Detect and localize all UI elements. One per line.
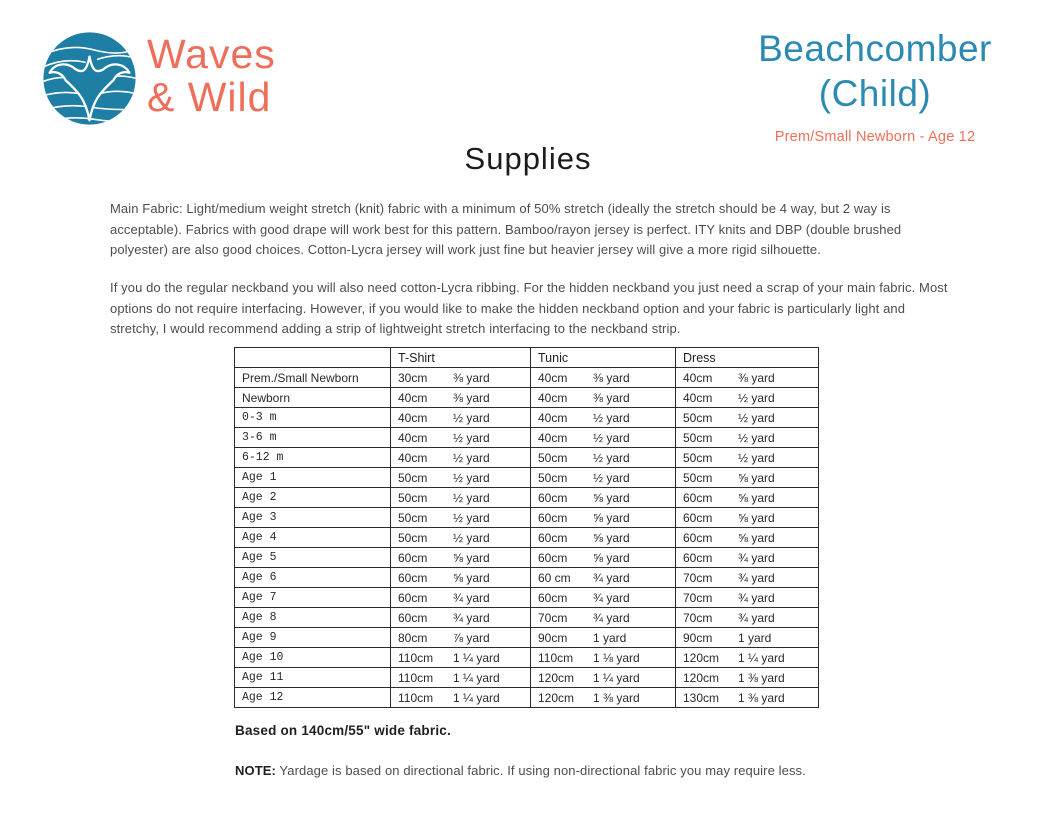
size-label: Age 7 <box>235 588 391 608</box>
tshirt-yardage-cell <box>391 548 531 568</box>
table-row <box>235 688 819 708</box>
tshirt-yardage-cell <box>391 668 531 688</box>
cm-value: 50cm <box>398 490 428 505</box>
yard-value: ½ yard <box>453 450 490 465</box>
brand-name-line2: & Wild <box>147 74 272 120</box>
yard-value: ¾ yard <box>738 590 775 605</box>
yard-value: ⅜ yard <box>593 370 630 385</box>
yard-value: 1 ⅜ yard <box>738 670 785 685</box>
dress-yardage-cell <box>676 568 819 588</box>
table-row <box>235 428 819 448</box>
yard-value: 1 ⅜ yard <box>738 690 785 705</box>
cm-value: 60cm <box>538 530 568 545</box>
yard-value: ⅝ yard <box>593 490 630 505</box>
cm-value: 30cm <box>398 370 428 385</box>
yard-value: 1 ⅛ yard <box>593 650 640 665</box>
cm-value: 70cm <box>683 610 713 625</box>
dress-yardage-cell <box>676 428 819 448</box>
cm-value: 60cm <box>398 550 428 565</box>
cm-value: 60cm <box>538 550 568 565</box>
neckband-paragraph: If you do the regular neckband you will also need cotton-Lycra ribbing. For the hidden neckband you just need a scrap of your main fabric. Most options do not require interfacing. However, if you would like to make the hidden neckband option and your fabric is particularly light and stretchy, I would recommend adding a strip of lightweight stretch interfacing to the neckband strip. <box>110 280 948 336</box>
tshirt-yardage-cell <box>391 508 531 528</box>
yard-value: ½ yard <box>453 410 490 425</box>
pattern-title-line2: (Child) <box>818 73 932 114</box>
size-label: Age 12 <box>235 688 391 708</box>
cm-value: 70cm <box>538 610 568 625</box>
yard-value: ⅜ yard <box>453 370 490 385</box>
yard-value: ½ yard <box>453 430 490 445</box>
yard-value: ½ yard <box>593 410 630 425</box>
yard-value: ⅝ yard <box>738 510 775 525</box>
fabric-width-note: Based on 140cm/55" wide fabric. <box>235 723 451 738</box>
yard-value: ⅝ yard <box>453 550 490 565</box>
main-fabric-paragraph: Main Fabric: Light/medium weight stretch (knit) fabric with a minimum of 50% stretch (ideally the stretch should be 4 way, but 2 way is acceptable). Fabrics with good drape will work best for this pattern. Bamboo/rayon jersey is perfect. ITY knits and DBP (double brushed polyester) are also good choices. Cotton-Lycra jersey will work just fine but heavier jersey will give a more rigid silhouette. <box>110 201 902 257</box>
table-row <box>235 628 819 648</box>
size-label: Prem./Small Newborn <box>235 368 391 388</box>
cm-value: 50cm <box>683 410 713 425</box>
cm-value: 60 cm <box>538 570 571 585</box>
yard-value: ⅝ yard <box>738 490 775 505</box>
yard-value: ¾ yard <box>593 610 630 625</box>
yardage-table <box>234 347 819 708</box>
tunic-yardage-cell <box>531 448 676 468</box>
yard-value: ⅜ yard <box>453 390 490 405</box>
cm-value: 40cm <box>538 430 568 445</box>
yard-value: ⅜ yard <box>593 390 630 405</box>
cm-value: 40cm <box>398 410 428 425</box>
size-label: Age 4 <box>235 528 391 548</box>
tunic-yardage-cell <box>531 648 676 668</box>
cm-value: 50cm <box>683 470 713 485</box>
tshirt-yardage-cell <box>391 488 531 508</box>
brand-name-line1: Waves <box>147 31 276 77</box>
dress-yardage-cell <box>676 368 819 388</box>
dress-yardage-cell <box>676 488 819 508</box>
cm-value: 60cm <box>398 590 428 605</box>
yard-value: ¾ yard <box>453 590 490 605</box>
yard-value: ½ yard <box>738 410 775 425</box>
yard-value: ½ yard <box>738 450 775 465</box>
cm-value: 110cm <box>398 690 434 705</box>
cm-value: 80cm <box>398 630 428 645</box>
yard-value: ½ yard <box>738 430 775 445</box>
dress-yardage-cell <box>676 388 819 408</box>
cm-value: 40cm <box>683 370 713 385</box>
table-row <box>235 608 819 628</box>
yard-value: ½ yard <box>593 470 630 485</box>
yard-value: ¾ yard <box>738 610 775 625</box>
dress-yardage-cell <box>676 608 819 628</box>
tshirt-yardage-cell <box>391 368 531 388</box>
cm-value: 60cm <box>538 490 568 505</box>
cm-value: 60cm <box>538 510 568 525</box>
cm-value: 110cm <box>538 650 574 665</box>
yard-value: ½ yard <box>593 450 630 465</box>
yard-value: ¾ yard <box>738 550 775 565</box>
cm-value: 120cm <box>538 670 575 685</box>
dress-column-header: Dress <box>676 348 819 368</box>
tshirt-yardage-cell <box>391 468 531 488</box>
dress-yardage-cell <box>676 628 819 648</box>
cm-value: 90cm <box>683 630 713 645</box>
dress-yardage-cell <box>676 548 819 568</box>
yard-value: ½ yard <box>453 490 490 505</box>
tunic-yardage-cell <box>531 368 676 388</box>
cm-value: 50cm <box>398 530 428 545</box>
cm-value: 50cm <box>398 510 428 525</box>
yard-value: 1 yard <box>593 630 627 645</box>
note-text: Yardage is based on directional fabric. If using non-directional fabric you may require less. <box>275 763 806 778</box>
tshirt-yardage-cell <box>391 528 531 548</box>
size-label: Age 2 <box>235 488 391 508</box>
yard-value: 1 ¼ yard <box>453 670 500 685</box>
table-row <box>235 388 819 408</box>
dress-yardage-cell <box>676 668 819 688</box>
table-row <box>235 568 819 588</box>
cm-value: 110cm <box>398 670 434 685</box>
waves-and-wild-whale-tail-logo-icon <box>42 31 137 126</box>
yard-value: ¾ yard <box>738 570 775 585</box>
yard-value: ⅝ yard <box>593 510 630 525</box>
cm-value: 60cm <box>683 530 713 545</box>
cm-value: 40cm <box>538 370 568 385</box>
brand-name <box>147 33 276 119</box>
cm-value: 60cm <box>683 550 713 565</box>
yard-value: ½ yard <box>453 470 490 485</box>
page-heading: Supplies <box>464 141 592 176</box>
size-label: 6-12 m <box>235 448 391 468</box>
table-row <box>235 548 819 568</box>
cm-value: 60cm <box>683 510 713 525</box>
yard-value: ⅝ yard <box>593 530 630 545</box>
yard-value: ⅜ yard <box>738 370 775 385</box>
tshirt-yardage-cell <box>391 588 531 608</box>
tunic-yardage-cell <box>531 488 676 508</box>
cm-value: 40cm <box>398 430 428 445</box>
size-label: Age 3 <box>235 508 391 528</box>
yard-value: 1 ¼ yard <box>593 670 640 685</box>
size-label: Age 1 <box>235 468 391 488</box>
tunic-yardage-cell <box>531 548 676 568</box>
cm-value: 50cm <box>398 470 428 485</box>
table-row <box>235 468 819 488</box>
tshirt-yardage-cell <box>391 688 531 708</box>
tshirt-yardage-cell <box>391 568 531 588</box>
cm-value: 110cm <box>398 650 434 665</box>
yard-value: 1 ⅜ yard <box>593 690 640 705</box>
yard-value: ½ yard <box>453 510 490 525</box>
size-label: Newborn <box>235 388 391 408</box>
tunic-yardage-cell <box>531 528 676 548</box>
yard-value: ¾ yard <box>593 570 630 585</box>
tshirt-yardage-cell <box>391 628 531 648</box>
tunic-yardage-cell <box>531 508 676 528</box>
yard-value: ⅝ yard <box>593 550 630 565</box>
dress-yardage-cell <box>676 648 819 668</box>
directional-fabric-note <box>235 763 806 778</box>
yard-value: ½ yard <box>453 530 490 545</box>
size-label: Age 11 <box>235 668 391 688</box>
table-row <box>235 448 819 468</box>
table-row <box>235 528 819 548</box>
yard-value: 1 yard <box>738 630 772 645</box>
note-label: NOTE: <box>235 763 276 778</box>
table-row <box>235 668 819 688</box>
cm-value: 40cm <box>538 390 568 405</box>
cm-value: 40cm <box>398 390 428 405</box>
cm-value: 60cm <box>398 570 428 585</box>
table-row <box>235 408 819 428</box>
cm-value: 50cm <box>538 450 568 465</box>
table-row <box>235 508 819 528</box>
cm-value: 40cm <box>683 390 713 405</box>
yardage-table-body <box>235 368 819 708</box>
cm-value: 130cm <box>683 690 720 705</box>
table-row <box>235 648 819 668</box>
cm-value: 50cm <box>683 450 713 465</box>
size-label: 3-6 m <box>235 428 391 448</box>
cm-value: 70cm <box>683 590 713 605</box>
cm-value: 40cm <box>398 450 428 465</box>
yard-value: ⅞ yard <box>453 630 490 645</box>
cm-value: 50cm <box>538 470 568 485</box>
dress-yardage-cell <box>676 508 819 528</box>
tshirt-yardage-cell <box>391 428 531 448</box>
dress-yardage-cell <box>676 408 819 428</box>
size-label: 0-3 m <box>235 408 391 428</box>
yard-value: ⅝ yard <box>738 470 775 485</box>
yard-value: 1 ¼ yard <box>738 650 785 665</box>
cm-value: 120cm <box>683 670 720 685</box>
cm-value: 60cm <box>398 610 428 625</box>
size-label: Age 9 <box>235 628 391 648</box>
size-label: Age 10 <box>235 648 391 668</box>
cm-value: 60cm <box>538 590 568 605</box>
yard-value: 1 ¼ yard <box>453 690 500 705</box>
cm-value: 70cm <box>683 570 713 585</box>
tunic-yardage-cell <box>531 408 676 428</box>
yard-value: 1 ¼ yard <box>453 650 500 665</box>
yard-value: ⅝ yard <box>453 570 490 585</box>
table-row <box>235 588 819 608</box>
size-range-subtitle: Prem/Small Newborn - Age 12 <box>774 129 976 145</box>
size-label: Age 5 <box>235 548 391 568</box>
tshirt-yardage-cell <box>391 448 531 468</box>
cm-value: 120cm <box>683 650 720 665</box>
tshirt-yardage-cell <box>391 408 531 428</box>
yard-value: ¾ yard <box>593 590 630 605</box>
pattern-title-line1: Beachcomber <box>758 28 992 69</box>
cm-value: 90cm <box>538 630 568 645</box>
pattern-title <box>750 26 1000 145</box>
tunic-yardage-cell <box>531 428 676 448</box>
table-row <box>235 488 819 508</box>
cm-value: 50cm <box>683 430 713 445</box>
tunic-yardage-cell <box>531 588 676 608</box>
dress-yardage-cell <box>676 588 819 608</box>
size-label: Age 6 <box>235 568 391 588</box>
dress-yardage-cell <box>676 448 819 468</box>
yard-value: ½ yard <box>593 430 630 445</box>
tshirt-yardage-cell <box>391 608 531 628</box>
tunic-yardage-cell <box>531 468 676 488</box>
dress-yardage-cell <box>676 688 819 708</box>
tunic-yardage-cell <box>531 608 676 628</box>
cm-value: 40cm <box>538 410 568 425</box>
dress-yardage-cell <box>676 528 819 548</box>
cm-value: 60cm <box>683 490 713 505</box>
yard-value: ½ yard <box>738 390 775 405</box>
tunic-yardage-cell <box>531 388 676 408</box>
tunic-yardage-cell <box>531 628 676 648</box>
yard-value: ¾ yard <box>453 610 490 625</box>
tunic-column-header: Tunic <box>531 348 676 368</box>
tunic-yardage-cell <box>531 668 676 688</box>
table-header-row <box>235 348 819 368</box>
tshirt-column-header: T-Shirt <box>391 348 531 368</box>
yard-value: ⅝ yard <box>738 530 775 545</box>
cm-value: 120cm <box>538 690 575 705</box>
dress-yardage-cell <box>676 468 819 488</box>
size-label: Age 8 <box>235 608 391 628</box>
table-row <box>235 368 819 388</box>
tshirt-yardage-cell <box>391 648 531 668</box>
tshirt-yardage-cell <box>391 388 531 408</box>
size-column-header <box>235 348 391 368</box>
tunic-yardage-cell <box>531 688 676 708</box>
tunic-yardage-cell <box>531 568 676 588</box>
